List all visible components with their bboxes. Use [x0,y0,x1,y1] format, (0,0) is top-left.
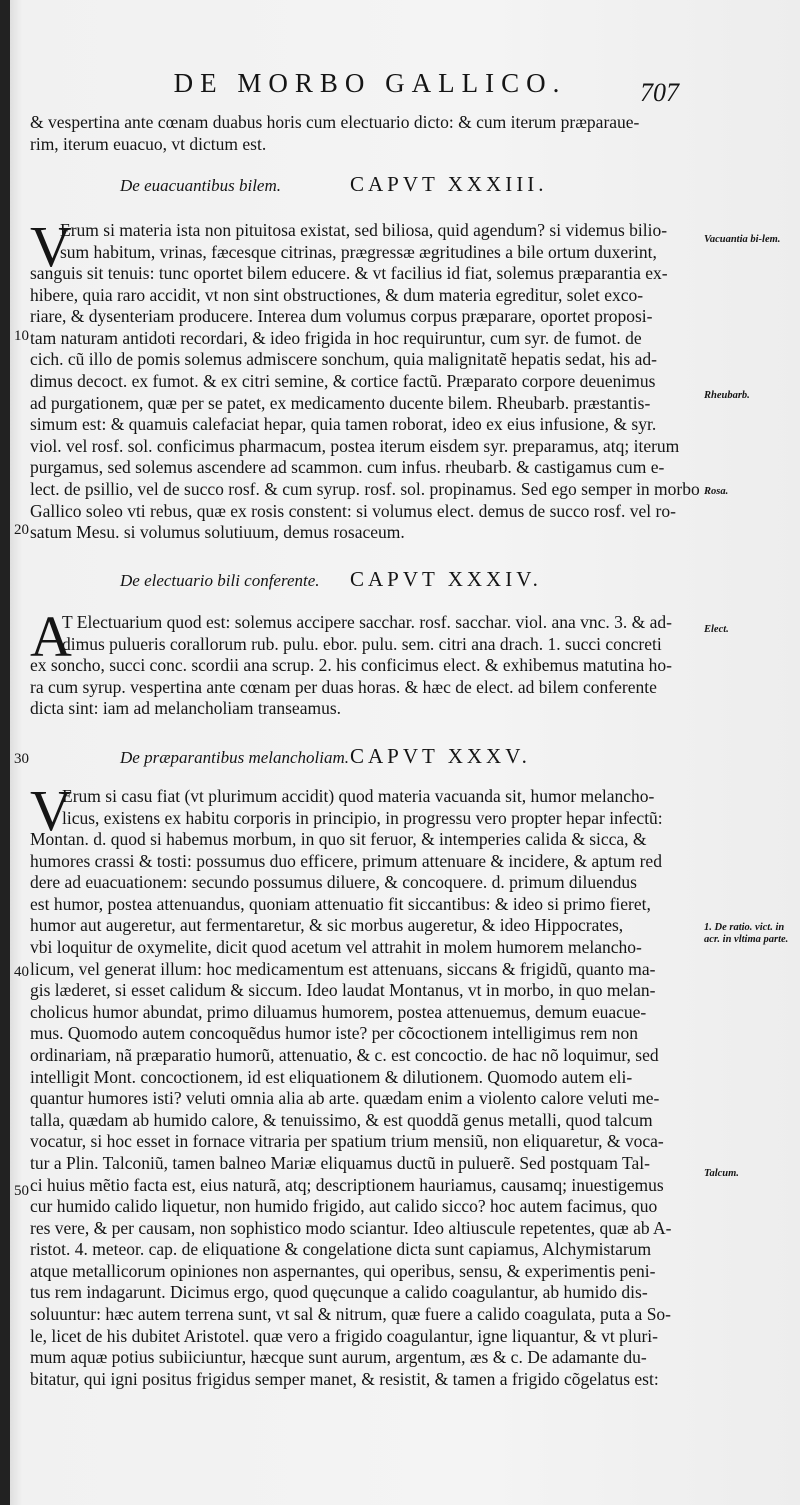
text-line: & vespertina ante cœnam duabus horis cum electuario dicto: & cum iterum præparaue- [30,112,640,132]
running-head: DE MORBO GALLICO. [173,68,567,98]
text-line: mus. Quomodo autem concoquẽdus humor iste? per cõcoctionem intelligimus rem non [30,1023,638,1044]
text-line: cholicus humor abundat, primo diluamus humorem, postea attenuemus, demum euacue- [30,1001,647,1022]
chapter-35-body [62,786,700,829]
text-line: intelligit Mont. concoctionem, id est eliquationem & dilutionem. Quomodo autem eli- [30,1066,633,1087]
drop-capital: V [30,778,72,843]
text-line: mum aquæ potius subiiciuntur, hæcque sunt aurum, argentum, æs & c. De adamante du- [30,1347,647,1368]
book-spine-shadow [0,0,10,1505]
text-line: sum habitum, vrinas, fæcesque citrinas, prægressæ ægritudines a bile ortum duxerint, [60,241,657,262]
text-line: sanguis sit tenuis: tunc oportet bilem educere. & vt facilius id fiat, solemus præparantia ex- [30,263,668,283]
text-line: T Electuarium quod est: solemus accipere sacchar. rosf. sacchar. viol. ana vnc. 3. & ad- [62,612,673,632]
margin-note: Rosa. [704,486,729,497]
page-number: 707 [640,78,679,107]
text-line: Montan. d. quod si habemus morbum, in quo sit feruor, & intemperies calida & sicca, & [30,829,647,849]
chapter-number: CAPVT XXXIV. [350,567,542,591]
chapter-title: De euacuantibus bilem. [120,176,281,195]
margin-note: Rheubarb. [704,390,750,401]
chapter-33-body [60,220,700,263]
chapter-title: De electuario bili conferente. [120,571,320,590]
chapter-heading-35 [120,742,680,770]
chapter-number: CAPVT XXXV. [350,744,531,768]
text-line: cich. cũ illo de pomis solemus admiscere sonchum, quia malignitatẽ hepatis sedat, his ad- [30,349,657,370]
text-line: dimus pulueris corallorum rub. pulu. ebor. pulu. sem. citri ana drach. 1. succi concreti [62,633,662,654]
text-line: est humor, postea attenuandus, quoniam attenuatio fit siccantibus: & ideo si primo fieret, [30,893,651,914]
chapter-34-body [62,612,700,655]
margin-note: Talcum. [704,1168,739,1179]
text-line: res vere, & per causam, non sophistico modo sciantur. Ideo altiuscule repetentes, quæ ab A- [30,1217,672,1238]
line-number: 10 [14,328,29,344]
text-line: tam naturam antidoti recordari, & ideo frigida in hoc requiruntur, cum syr. de fumot. de [30,327,642,348]
text-line: satum Mesu. si volumus solutiuum, demus rosaceum. [30,522,405,543]
text-line: tur a Plin. Talconiũ, tamen balneo Mariæ eliquamus ductũ in puluerẽ. Sed postquam Tal- [30,1152,650,1173]
text-line: talla, quædam ab humido calore, & tenuissimo, & est quoddã genus metalli, quod talcum [30,1109,653,1130]
text-line: ci huius mẽtio facta est, eius naturã, atq; descriptionem hauriamus, causamq; inuestigemus [30,1174,664,1195]
line-number: 30 [14,751,29,767]
text-line: Gallico soleo vti rebus, quæ ex rosis constent: si volumus elect. demus de succo rosf. vel ro- [30,500,676,521]
text-line: licum, vel generat illum: hoc medicamentum est attenuans, siccans & frigidũ, quanto ma- [30,958,656,979]
text-line: quantur humores isti? veluti omnia alia ab arte. quædam enim a violento calore veluti me- [30,1088,660,1109]
text-line: dimus decoct. ex fumot. & ex citri semine, & cortice factũ. Præparato corpore deuenimus [30,370,656,391]
line-number: 40 [14,964,29,980]
text-line: le, licet de his dubitet Aristotel. quæ vero a frigido coagulantur, igne liquantur, & vt pluri- [30,1325,658,1346]
text-line: purgamus, sed solemus ascendere ad scammon. cum infus. rheubarb. & castigamus cum e- [30,457,665,478]
drop-capital: V [30,214,72,279]
text-line: rim, iterum euacuo, vt dictum est. [30,133,267,154]
text-line: tus rem indagarunt. Dicimus ergo, quod quęcunque a calido coagulantur, ab humido dis- [30,1282,648,1303]
text-line: atque metallicorum opiniones non aspernantes, qui operibus, sensu, & experimentis peni- [30,1260,656,1281]
text-line: soluuntur: hæc autem terrena sunt, vt sal & nitrum, quæ fuere a calido coagulata, puta a So- [30,1304,672,1325]
chapter-number: CAPVT XXXIII. [350,172,548,196]
text-line: bitatur, qui igni positus frigidus semper manet, & resistit, & tamen a frigido cõgelatus est: [30,1368,659,1389]
drop-capital: A [30,604,72,669]
text-line: Erum si casu fiat (vt plurimum accidit) quod materia vacuanda sit, humor melancho- [62,786,655,806]
text-line: hibere, quia raro accidit, vt non sint obstructiones, & dum materia egreditur, solet exco- [30,284,644,305]
text-line: vocatur, si hoc esset in fornace vitraria per spatium trium mensiũ, non eliquaretur, & voca- [30,1131,664,1152]
chapter-heading-33 [120,170,680,198]
line-number: 20 [14,522,29,538]
chapter-35-body-cont [30,829,700,1390]
chapter-title: De præparantibus melancholiam. [120,748,350,767]
margin-note: Vacuantia bi-lem. [704,234,781,245]
text-line: lect. de psillio, vel de succo rosf. & cum syrup. rosf. sol. propinamus. Sed ego semper in morbo [30,478,700,499]
text-line: cur humido calido liquetur, non humido frigido, aut calido sicco? hoc autem facimus, quo [30,1196,658,1217]
text-line: Erum si materia ista non pituitosa existat, sed biliosa, quid agendum? si videmus bilio- [60,220,668,240]
text-line: ra cum syrup. vespertina ante cœnam per duas horas. & hæc de elect. ad bilem conferente [30,676,657,697]
chapter-heading-34 [120,565,680,593]
text-line: dere ad euacuationem: secundo possumus diluere, & concoquere. d. primum diluendus [30,872,637,893]
text-line: ex soncho, succi conc. scordii ana scrup. 2. his conficimus elect. & exhibemus matutina ho- [30,655,672,675]
text-line: licus, existens ex habitu corporis in principio, in progressu vero propter hepar infectũ: [62,807,663,828]
margin-note: Elect. [704,624,729,635]
text-line: ordinariam, nã præparatio humorũ, attenuatio, & c. est concoctio. de hac nõ loquimur, sed [30,1044,659,1065]
text-line: simum est: & quamuis calefaciat hepar, quia tamen roborat, ideo ex eius infusione, & syr. [30,414,657,435]
text-line: ad purgationem, quæ per se patet, ex medicamento ducente bilem. Rheubarb. præstantis- [30,392,651,413]
line-number: 50 [14,1183,29,1199]
text-line: humores crassi & tosti: possumus duo efficere, primum attenuare & incidere, & aptum red [30,850,662,871]
text-line: viol. vel rosf. sol. conficimus pharmacum, postea iterum eisdem syr. preparamus, atq; iterum [30,435,680,456]
chapter-34-body-cont [30,655,700,720]
text-line: humor aut augeretur, aut fermentaretur, & sic morbus augeretur, & ideo Hippocrates, [30,915,624,936]
text-line: dicta sint: iam ad melancholiam transeamus. [30,698,342,719]
text-line: ristot. 4. meteor. cap. de eliquatione & congelatione dicta sunt capiamus, Alchymistarum [30,1239,652,1260]
text-line: gis læderet, si esset calidum & siccum. Ideo laudat Montanus, vt in morbo, in quo melan- [30,980,656,1001]
chapter-33-body-cont [30,263,700,544]
text-line: riare, & dysenteriam producere. Interea dum volumus corpus præparare, oportet proposi- [30,306,653,327]
text-line: vbi loquitur de oxymelite, dicit quod acetum vel attrahit in molem humorem melancho- [30,936,642,957]
margin-note: 1. De ratio. vict. in acr. in vltima parte. [704,922,789,945]
intro-paragraph [30,112,700,155]
